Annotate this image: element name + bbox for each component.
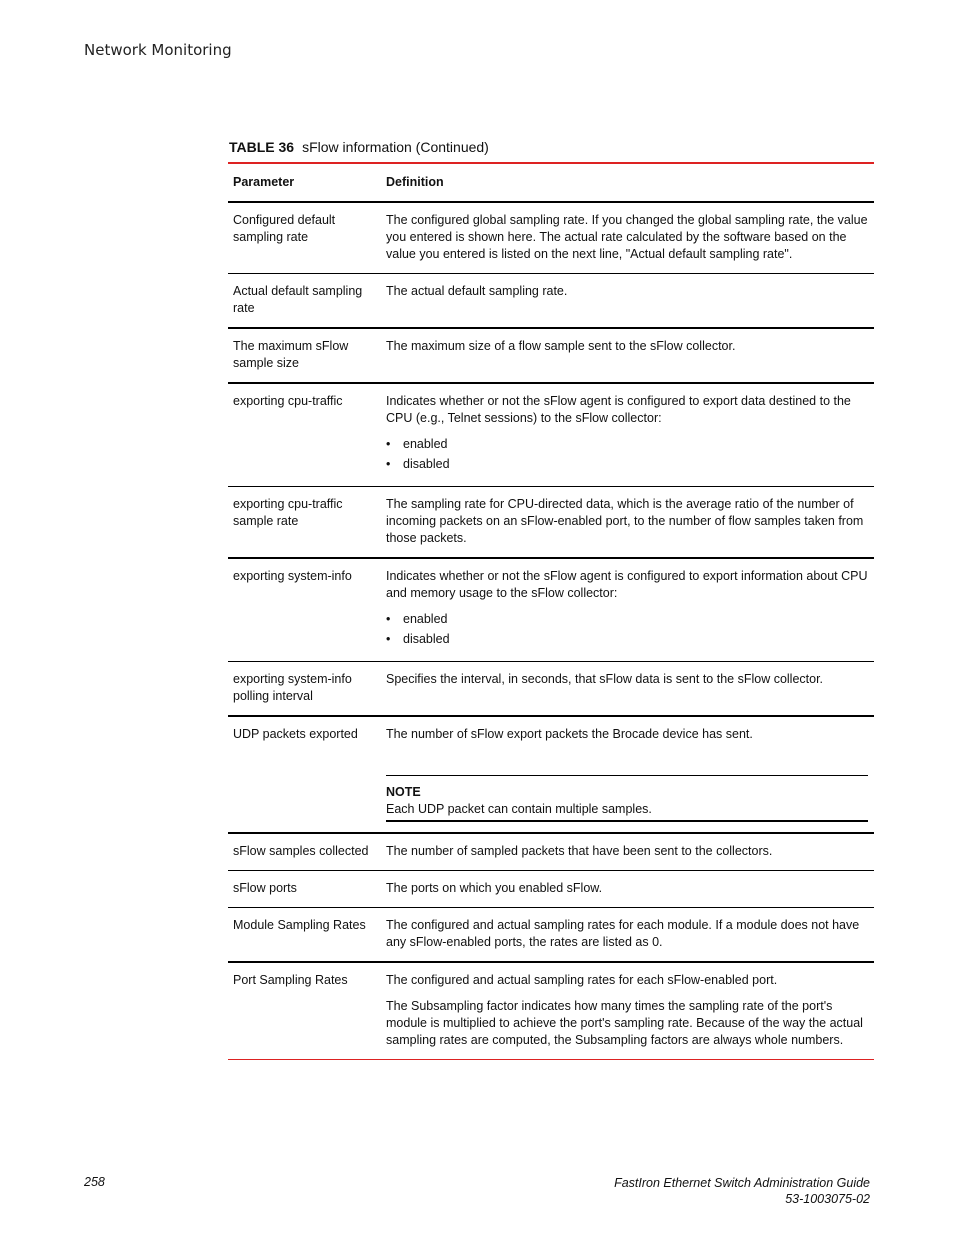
parameter-cell: exporting system-info [228, 558, 381, 662]
doc-title: FastIron Ethernet Switch Administration Guide [614, 1176, 870, 1190]
definition-text: The configured and actual sampling rates for each module. If a module does not have any sFlow-enabled ports, the rates are listed as 0. [386, 918, 860, 949]
table-row [228, 716, 874, 833]
definition-text: The sampling rate for CPU-directed data, which is the average ratio of the number of incoming packets on an sFlow-enabled port, to the number of flow samples taken from those packets. [386, 497, 864, 545]
table-title: sFlow information (Continued) [302, 139, 489, 155]
bullet-list [386, 436, 869, 473]
definition-cell [381, 558, 874, 662]
parameter-cell: sFlow samples collected [228, 833, 381, 871]
parameter-cell: The maximum sFlow sample size [228, 328, 381, 383]
table-row [228, 833, 874, 871]
list-item-text: enabled [403, 612, 448, 626]
parameter-cell: exporting cpu-traffic sample rate [228, 487, 381, 559]
definition-cell [381, 716, 874, 833]
definition-text: Indicates whether or not the sFlow agent is configured to export data destined to the CPU (e.g., Telnet sessions) to the sFlow collector: [386, 394, 851, 425]
definition-text: The ports on which you enabled sFlow. [386, 881, 603, 895]
table-row [228, 558, 874, 662]
list-item [386, 456, 869, 473]
table-row [228, 487, 874, 559]
table-row [228, 328, 874, 383]
definition-text: The actual default sampling rate. [386, 284, 568, 298]
list-item [386, 436, 869, 453]
table-row [228, 962, 874, 1059]
parameter-cell: UDP packets exported [228, 716, 381, 833]
table-row [228, 908, 874, 963]
definition-cell [381, 908, 874, 963]
column-header-definition: Definition [381, 164, 874, 202]
list-item-text: disabled [403, 632, 450, 646]
sflow-info-table [228, 162, 874, 1060]
page-header-section: Network Monitoring [84, 41, 232, 59]
table-bottom-rule [228, 1059, 874, 1060]
column-header-parameter: Parameter [228, 164, 381, 202]
table-row [228, 871, 874, 908]
parameter-cell: exporting cpu-traffic [228, 383, 381, 487]
definition-text: Specifies the interval, in seconds, that sFlow data is sent to the sFlow collector. [386, 672, 824, 686]
note-text: Each UDP packet can contain multiple samples. [386, 802, 652, 816]
definition-cell [381, 962, 874, 1059]
definition-text: The configured and actual sampling rates for each sFlow-enabled port. [386, 973, 778, 987]
note-box [386, 775, 868, 822]
table-row [228, 662, 874, 717]
table [228, 164, 874, 1059]
definition-cell [381, 871, 874, 908]
definition-cell [381, 383, 874, 487]
list-item-text: enabled [403, 437, 448, 451]
table-label: TABLE 36 [229, 139, 295, 155]
table-caption [229, 139, 489, 155]
definition-cell [381, 328, 874, 383]
table-row [228, 274, 874, 329]
bullet-icon: • [386, 612, 391, 626]
parameter-cell: Port Sampling Rates [233, 973, 348, 987]
bullet-icon: • [386, 457, 391, 471]
table-header-row [228, 164, 874, 202]
bullet-icon: • [386, 437, 391, 451]
table-row [228, 202, 874, 274]
definition-cell [381, 274, 874, 329]
parameter-cell: Module Sampling Rates [228, 908, 381, 963]
definition-text: The configured global sampling rate. If you changed the global sampling rate, the value you entered is shown here. The actual rate calculated by the software based on the value you entered is listed on the next line, "Actual default sampling rate". [386, 213, 868, 261]
definition-cell [381, 833, 874, 871]
parameter-cell: Configured default sampling rate [228, 202, 381, 274]
parameter-cell: exporting system-info polling interval [228, 662, 381, 717]
definition-cell [381, 662, 874, 717]
definition-text: The number of sFlow export packets the Brocade device has sent. [386, 727, 753, 741]
footer-doc-info [614, 1175, 870, 1207]
list-item [386, 611, 869, 628]
definition-text: The maximum size of a flow sample sent to the sFlow collector. [386, 339, 736, 353]
definition-cell [381, 202, 874, 274]
note-title: NOTE [386, 785, 421, 799]
page-number: 258 [84, 1175, 105, 1189]
parameter-cell: sFlow ports [228, 871, 381, 908]
bullet-list [386, 611, 869, 648]
list-item-text: disabled [403, 457, 450, 471]
definition-text: Indicates whether or not the sFlow agent is configured to export information about CPU and memory usage to the sFlow collector: [386, 569, 868, 600]
definition-text: The Subsampling factor indicates how many times the sampling rate of the port's module is multiplied to achieve the port's sampling rate. Because of the way the actual sampling rates are computed, the Subsampling factors are always whole numbers. [386, 999, 863, 1047]
parameter-cell: Actual default sampling rate [228, 274, 381, 329]
list-item [386, 631, 869, 648]
definition-cell [381, 487, 874, 559]
doc-number: 53-1003075-02 [785, 1192, 870, 1206]
bullet-icon: • [386, 632, 391, 646]
definition-text: The number of sampled packets that have been sent to the collectors. [386, 844, 773, 858]
table-row [228, 383, 874, 487]
